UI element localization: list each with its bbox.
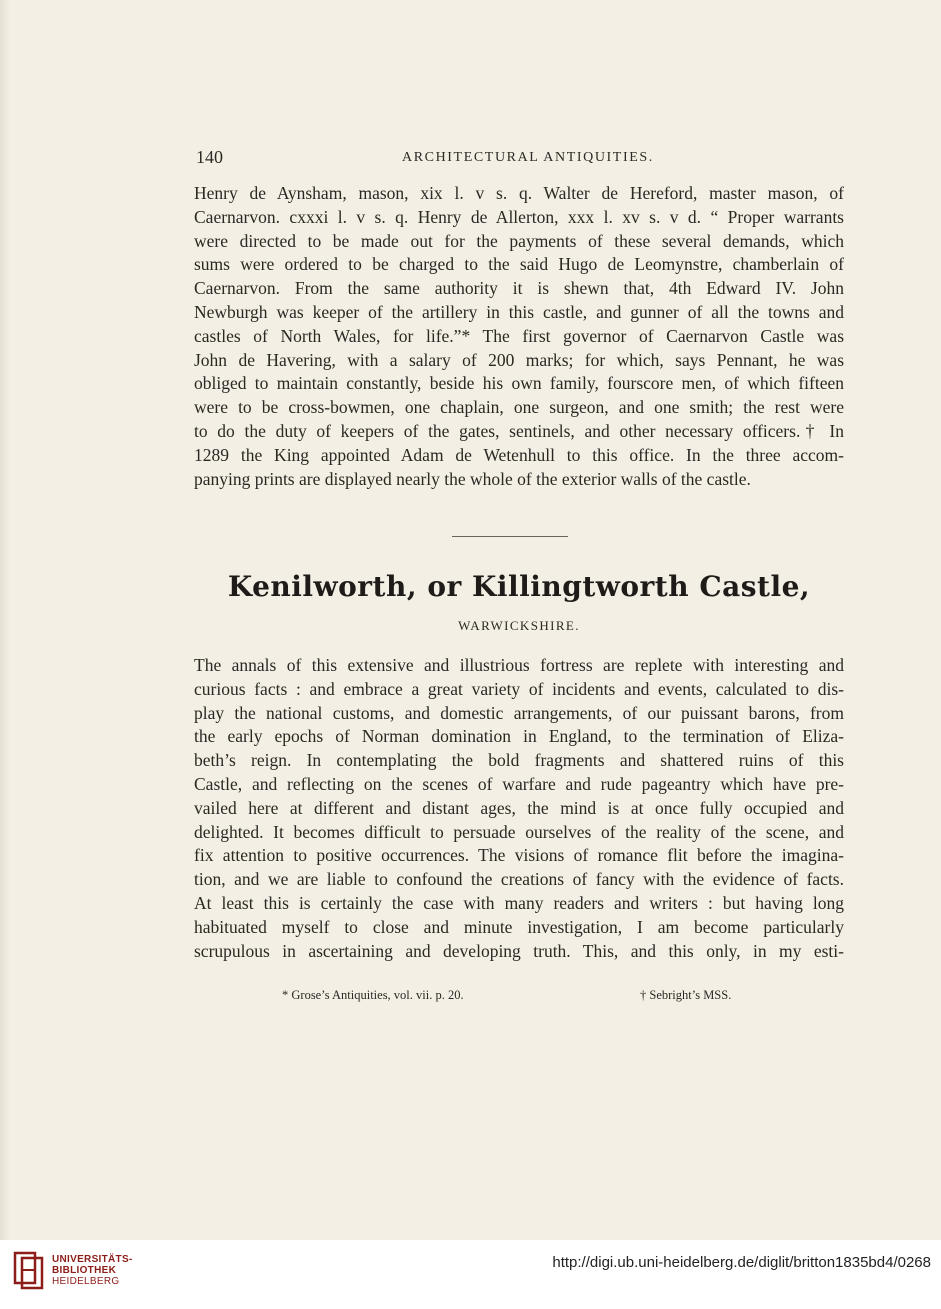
text-line: Caernarvon. From the same authority it is shewn that, 4th Edward IV. John — [194, 278, 844, 299]
library-name[interactable] — [52, 1254, 133, 1287]
page-number: 140 — [196, 147, 223, 167]
text-line: were to be cross-bowmen, one chaplain, one surgeon, and one smith; the rest were — [194, 397, 844, 418]
viewer-footer — [0, 1240, 941, 1309]
text-line: The annals of this extensive and illustrious fortress are replete with interesting and — [194, 655, 844, 675]
permalink-url[interactable]: http://digi.ub.uni-heidelberg.de/diglit/britton1835bd4/0268 — [552, 1254, 931, 1271]
text-line: habituated myself to close and minute investigation, I am become particularly — [194, 916, 844, 937]
text-line: Castle, and reflecting on the scenes of warfare and rude pageantry which have pre- — [194, 773, 844, 794]
footnotes — [194, 988, 844, 1006]
text-line: panying prints are displayed nearly the whole of the exterior walls of the castle. — [194, 468, 751, 489]
body-paragraph-1 — [194, 182, 844, 491]
section-divider — [452, 536, 568, 537]
running-head-title: ARCHITECTURAL ANTIQUITIES. — [402, 150, 654, 165]
text-line: 1289 the King appointed Adam de Wetenhull to this office. In the three accom- — [194, 444, 844, 465]
text-line: sums were ordered to be charged to the said Hugo de Leomynstre, chamberlain of — [194, 254, 844, 275]
text-line: to do the duty of keepers of the gates, sentinels, and other necessary officers.† In — [194, 420, 844, 441]
text-line: scrupulous in ascertaining and developing truth. This, and this only, in my esti- — [194, 940, 844, 961]
text-line: tion, and we are liable to confound the creations of fancy with the evidence of facts. — [194, 869, 844, 890]
library-name-line-2: BIBLIOTHEK — [52, 1265, 117, 1276]
text-line: beth’s reign. In contemplating the bold fragments and shattered ruins of this — [194, 750, 844, 771]
text-line: castles of North Wales, for life.”* The first governor of Caernarvon Castle was — [194, 325, 844, 346]
library-logo-icon[interactable] — [12, 1250, 46, 1290]
text-line: At least this is certainly the case with many readers and writers : but having long — [194, 892, 844, 913]
text-line: vailed here at different and distant ages, the mind is at once fully occupied and — [194, 797, 844, 818]
text-line: John de Havering, with a salary of 200 marks; for which, says Pennant, he was — [194, 349, 844, 370]
section-subtitle: WARWICKSHIRE. — [458, 618, 580, 633]
text-line: obliged to maintain constantly, beside his own family, fourscore men, of which fifteen — [194, 373, 844, 394]
text-line: curious facts : and embrace a great variety of incidents and events, calculated to dis- — [194, 678, 844, 699]
footnote-1: * Grose’s Antiquities, vol. vii. p. 20. — [282, 988, 464, 1002]
library-name-line-1: UNIVERSITÄTS- — [52, 1254, 133, 1265]
page-edge-shadow — [0, 0, 10, 1240]
text-line: the early epochs of Norman domination in England, to the termination of Eliza- — [194, 726, 844, 747]
section-title: Kenilworth, or Killingtworth Castle, — [227, 570, 811, 603]
text-line: delighted. It becomes difficult to persuade ourselves of the reality of the scene, and — [194, 821, 844, 842]
library-name-line-3: HEIDELBERG — [52, 1276, 120, 1287]
text-line: Newburgh was keeper of the artillery in this castle, and gunner of all the towns and — [194, 301, 844, 322]
running-head — [196, 147, 844, 169]
text-line: were directed to be made out for the payments of these several demands, which — [194, 230, 844, 251]
text-line: fix attention to positive occurrences. The visions of romance flit before the imagina- — [194, 845, 844, 866]
body-paragraph-2 — [194, 654, 844, 963]
text-line: Henry de Aynsham, mason, xix l. v s. q. Walter de Hereford, master mason, of — [194, 183, 844, 203]
text-line: Caernarvon. cxxxi l. v s. q. Henry de Allerton, xxx l. xv s. v d. “ Proper warrants — [194, 206, 844, 227]
text-line: play the national customs, and domestic arrangements, of our puissant barons, from — [194, 702, 844, 723]
footnote-2: † Sebright’s MSS. — [640, 988, 732, 1002]
